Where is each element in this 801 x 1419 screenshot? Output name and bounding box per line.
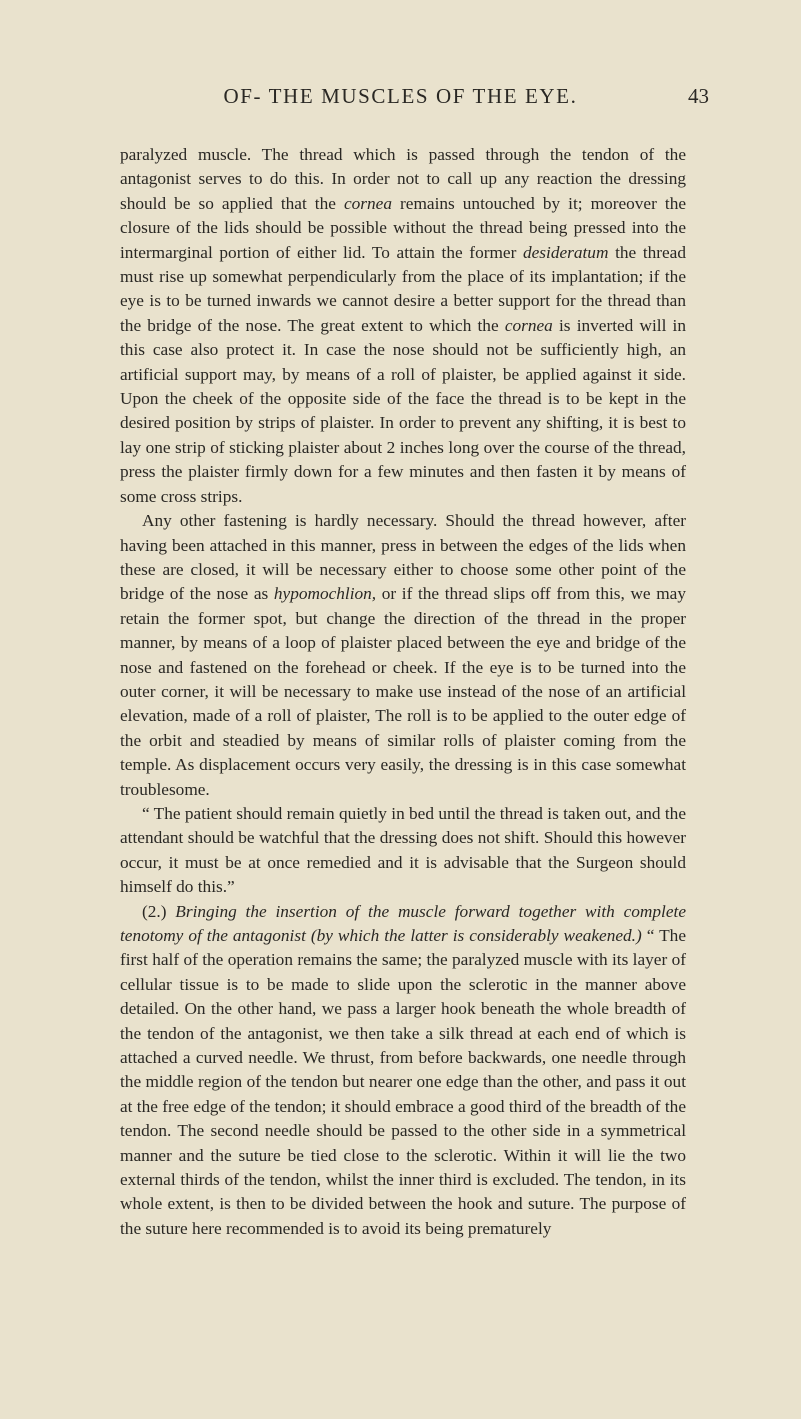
- running-head: OF- THE MUSCLES OF THE EYE.: [223, 84, 578, 108]
- body-text: [120, 143, 686, 1241]
- paragraph-1: paralyzed muscle. The thread which is passed through the tendon of the antagonist serves to do this. In order not to call up any reaction the dressing should be so applied that the cornea remains untouched by it; moreover the closure of the lids should be possible without the thread being pressed into the intermarginal portion of either lid. To attain the former desideratum the thread must rise up somewhat perpendicularly from the place of its implantation; if the eye is to be turned inwards we cannot desire a better support for the thread than the bridge of the nose. The great extent to which the cornea is inverted will in this case also protect it. In case the nose should not be sufficiently high, an artificial support may, by means of a roll of plaister, be applied against it side. Upon the cheek of the opposite side of the face the thread is to be kept in the desired position by strips of plaister. In order to prevent any shifting, it is best to lay one strip of sticking plaister about 2 inches long over the course of the thread, press the plaister firmly down for a few minutes and then fasten it by means of some cross strips.: [120, 145, 687, 506]
- paragraph-3: “ The patient should remain quietly in bed until the thread is taken out, and the attendant should be watchful that the dressing does not shift. Should this however occur, it must be at once remedied and it is advisable that the Surgeon should himself do this.”: [120, 803, 686, 897]
- paragraph-2: Any other fastening is hardly necessary. Should the thread however, after having been attached in this manner, press in between the edges of the lids when these are closed, it will be necessary either to choose some other point of the bridge of the nose as hypomochlion, or if the thread slips off from this, we may retain the former spot, but change the direction of the thread in the proper manner, by means of a loop of plaister placed between the eye and bridge of the nose and fastened on the forehead or cheek. If the eye is to be turned into the outer corner, it will be necessary to make use instead of the nose of an artificial elevation, made of a roll of plaister, The roll is to be applied to the outer edge of the orbit and steadied by means of similar rolls of plaister coming from the temple. As displacement occurs very easily, the dressing is in this case somewhat troublesome.: [120, 511, 686, 799]
- paragraph-4: (2.) Bringing the insertion of the muscle forward together with complete tenotomy of the antagonist (by which the latter is considerably weakened.) “ The first half of the operation remains the same; the paralyzed muscle with its layer of cellular tissue is to be made to slide upon the sclerotic in the manner above detailed. On the other hand, we pass a larger hook beneath the whole breadth of the tendon of the antagonist, we then take a silk thread at each end of which is attached a curved needle. We thrust, from before backwards, one needle through the middle region of the tendon but nearer one edge than the other, and pass it out at the free edge of the tendon; it should embrace a good third of the breadth of the tendon. The second needle should be passed to the other side in a symmetrical manner and the suture be tied close to the sclerotic. Within it will lie the two external thirds of the tendon, whilst the inner third is excluded. The tendon, in its whole extent, is then to be divided between the hook and suture. The purpose of the suture here recommended is to avoid its being prematurely: [120, 901, 686, 1238]
- page-number: 43: [688, 84, 709, 108]
- page-header: [0, 84, 801, 124]
